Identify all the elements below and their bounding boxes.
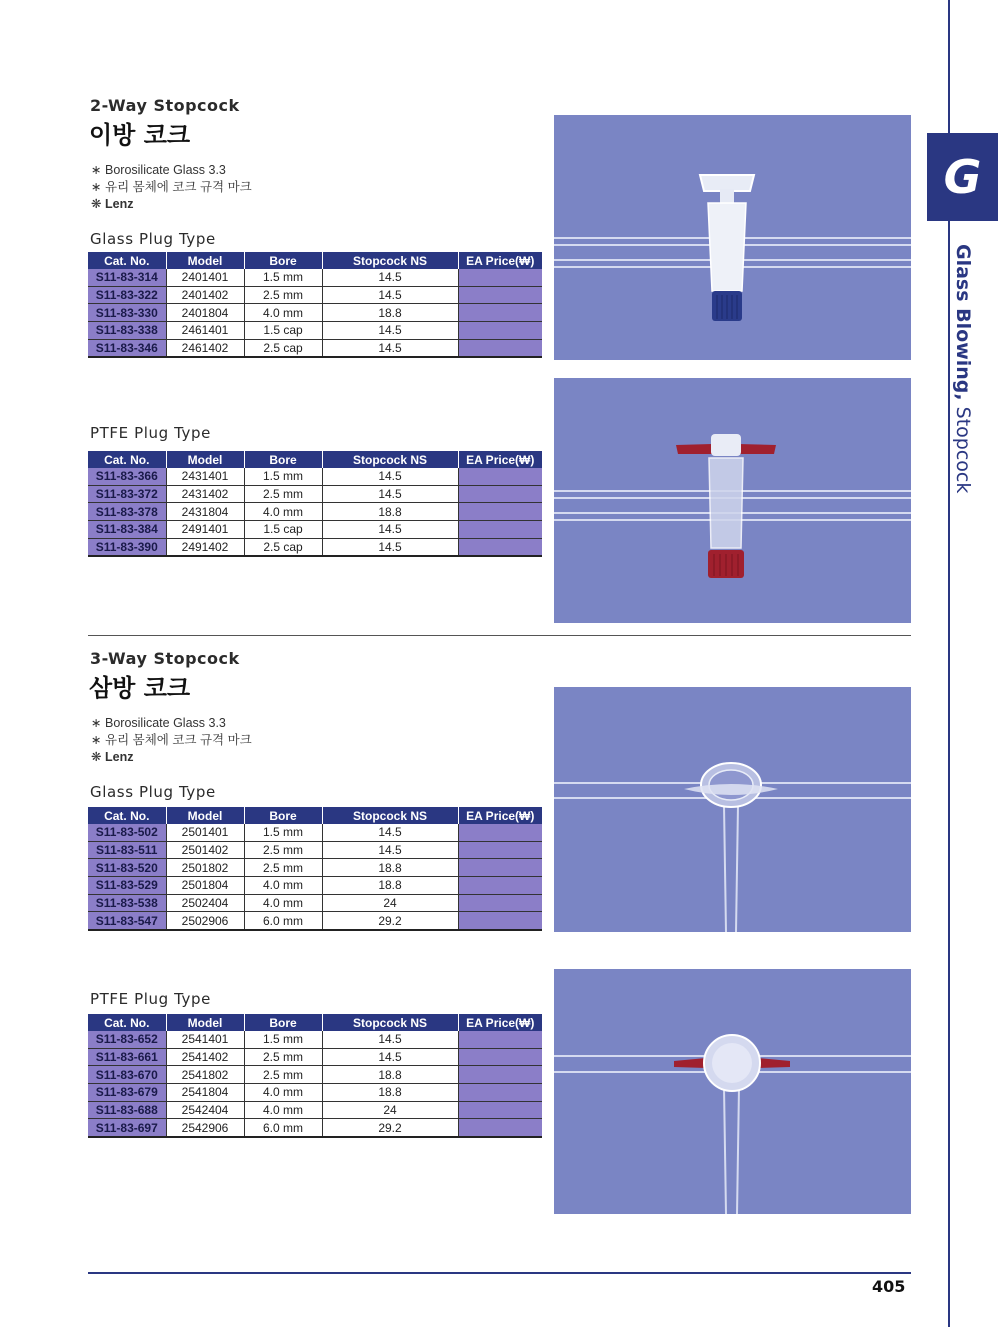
feature-brand-text: Lenz xyxy=(105,197,134,211)
bore-cell: 4.0 mm xyxy=(244,1101,322,1119)
cat-no-cell: S11-83-372 xyxy=(88,485,166,503)
table-row xyxy=(88,286,542,304)
header-ea-price: EA Price(₩) xyxy=(458,252,542,269)
price-cell xyxy=(458,1031,542,1048)
cat-no-cell: S11-83-661 xyxy=(88,1048,166,1066)
model-cell: 2501804 xyxy=(166,877,244,895)
table-header-row xyxy=(88,451,542,468)
bullet-star: ∗ xyxy=(91,716,102,730)
two-way-ptfe-label: PTFE Plug Type xyxy=(90,424,211,442)
bore-cell: 2.5 mm xyxy=(244,1048,322,1066)
table-row xyxy=(88,521,542,539)
price-cell xyxy=(458,339,542,357)
table-row xyxy=(88,1119,542,1137)
stopcock-ns-cell: 24 xyxy=(322,1101,458,1119)
category-label xyxy=(952,244,974,493)
stopcock-3way-ptfe-illustration xyxy=(554,969,911,1214)
price-cell xyxy=(458,1066,542,1084)
two-way-features xyxy=(91,162,252,213)
price-cell xyxy=(458,538,542,556)
model-cell: 2431401 xyxy=(166,468,244,485)
header-ea-price: EA Price(₩) xyxy=(458,807,542,824)
bore-cell: 4.0 mm xyxy=(244,1084,322,1102)
cat-no-cell: S11-83-378 xyxy=(88,503,166,521)
price-cell xyxy=(458,894,542,912)
category-label-rest: Stopcock xyxy=(952,400,974,494)
table-row xyxy=(88,269,542,286)
photo-3way-ptfe-plug xyxy=(554,969,911,1214)
table-row xyxy=(88,485,542,503)
table-header-row xyxy=(88,252,542,269)
bore-cell: 2.5 mm xyxy=(244,859,322,877)
stopcock-ns-cell: 14.5 xyxy=(322,269,458,286)
price-cell xyxy=(458,503,542,521)
model-cell: 2501402 xyxy=(166,841,244,859)
model-cell: 2401804 xyxy=(166,304,244,322)
bore-cell: 4.0 mm xyxy=(244,877,322,895)
table-row xyxy=(88,468,542,485)
three-way-ptfe-table xyxy=(88,1014,542,1138)
stopcock-ns-cell: 18.8 xyxy=(322,859,458,877)
table-row xyxy=(88,1031,542,1048)
price-cell xyxy=(458,1101,542,1119)
model-cell: 2541402 xyxy=(166,1048,244,1066)
cat-no-cell: S11-83-529 xyxy=(88,877,166,895)
bore-cell: 2.5 cap xyxy=(244,339,322,357)
two-way-ptfe-table xyxy=(88,451,542,557)
cat-no-cell: S11-83-670 xyxy=(88,1066,166,1084)
stopcock-ns-cell: 18.8 xyxy=(322,1084,458,1102)
section-tab xyxy=(927,133,998,221)
header-stopcock-ns: Stopcock NS xyxy=(322,807,458,824)
stopcock-ns-cell: 18.8 xyxy=(322,1066,458,1084)
stopcock-3way-glass-illustration xyxy=(554,687,911,932)
stopcock-ns-cell: 14.5 xyxy=(322,824,458,841)
brand-bullet-icon: ❋ xyxy=(91,197,102,211)
model-cell: 2541802 xyxy=(166,1066,244,1084)
price-cell xyxy=(458,286,542,304)
model-cell: 2542404 xyxy=(166,1101,244,1119)
stopcock-2way-ptfe-illustration xyxy=(554,378,911,623)
three-way-glass-label: Glass Plug Type xyxy=(90,783,216,801)
stopcock-ns-cell: 14.5 xyxy=(322,538,458,556)
stopcock-ns-cell: 29.2 xyxy=(322,912,458,930)
category-label-bold: Glass Blowing, xyxy=(952,244,974,401)
model-cell: 2541804 xyxy=(166,1084,244,1102)
bore-cell: 1.5 mm xyxy=(244,824,322,841)
table-row xyxy=(88,1084,542,1102)
model-cell: 2502906 xyxy=(166,912,244,930)
price-cell xyxy=(458,1084,542,1102)
stopcock-ns-cell: 18.8 xyxy=(322,304,458,322)
feature-glass xyxy=(91,162,252,179)
header-model: Model xyxy=(166,807,244,824)
header-cat-no: Cat. No. xyxy=(88,1014,166,1031)
cat-no-cell: S11-83-547 xyxy=(88,912,166,930)
table-row xyxy=(88,1048,542,1066)
photo-2way-glass-plug xyxy=(554,115,911,360)
price-cell xyxy=(458,1048,542,1066)
price-cell xyxy=(458,824,542,841)
table-header-row xyxy=(88,807,542,824)
model-cell: 2542906 xyxy=(166,1119,244,1137)
feature-brand xyxy=(91,196,252,213)
cat-no-cell: S11-83-346 xyxy=(88,339,166,357)
feature-brand-text: Lenz xyxy=(105,750,134,764)
model-cell: 2541401 xyxy=(166,1031,244,1048)
cat-no-cell: S11-83-322 xyxy=(88,286,166,304)
stopcock-ns-cell: 14.5 xyxy=(322,485,458,503)
table-row xyxy=(88,859,542,877)
cat-no-cell: S11-83-652 xyxy=(88,1031,166,1048)
header-stopcock-ns: Stopcock NS xyxy=(322,451,458,468)
section-divider xyxy=(88,635,911,636)
bullet-star: ∗ xyxy=(91,733,102,747)
cat-no-cell: S11-83-330 xyxy=(88,304,166,322)
cat-no-cell: S11-83-366 xyxy=(88,468,166,485)
table-row xyxy=(88,824,542,841)
feature-brand xyxy=(91,749,252,766)
table-row xyxy=(88,339,542,357)
cat-no-cell: S11-83-502 xyxy=(88,824,166,841)
cat-no-cell: S11-83-688 xyxy=(88,1101,166,1119)
stopcock-ns-cell: 14.5 xyxy=(322,322,458,340)
two-way-glass-table xyxy=(88,252,542,358)
stopcock-ns-cell: 18.8 xyxy=(322,877,458,895)
model-cell: 2502404 xyxy=(166,894,244,912)
price-cell xyxy=(458,304,542,322)
bore-cell: 1.5 cap xyxy=(244,521,322,539)
table-row xyxy=(88,912,542,930)
model-cell: 2461402 xyxy=(166,339,244,357)
three-way-features xyxy=(91,715,252,766)
stopcock-ns-cell: 14.5 xyxy=(322,521,458,539)
header-model: Model xyxy=(166,252,244,269)
header-bore: Bore xyxy=(244,1014,322,1031)
two-way-glass-label: Glass Plug Type xyxy=(90,230,216,248)
bore-cell: 4.0 mm xyxy=(244,304,322,322)
header-ea-price: EA Price(₩) xyxy=(458,1014,542,1031)
stopcock-ns-cell: 18.8 xyxy=(322,503,458,521)
bore-cell: 1.5 cap xyxy=(244,322,322,340)
footer-rule xyxy=(88,1272,911,1274)
feature-mark-text: 유리 몸체에 코크 규격 마크 xyxy=(105,180,252,194)
cat-no-cell: S11-83-520 xyxy=(88,859,166,877)
three-way-title-ko: 삼방 코크 xyxy=(89,674,191,702)
bore-cell: 1.5 mm xyxy=(244,269,322,286)
stopcock-ns-cell: 14.5 xyxy=(322,1048,458,1066)
header-cat-no: Cat. No. xyxy=(88,252,166,269)
model-cell: 2401401 xyxy=(166,269,244,286)
cat-no-cell: S11-83-384 xyxy=(88,521,166,539)
cat-no-cell: S11-83-390 xyxy=(88,538,166,556)
feature-mark xyxy=(91,179,252,196)
model-cell: 2401402 xyxy=(166,286,244,304)
header-stopcock-ns: Stopcock NS xyxy=(322,252,458,269)
bullet-star: ∗ xyxy=(91,163,102,177)
table-row xyxy=(88,877,542,895)
brand-bullet-icon: ❋ xyxy=(91,750,102,764)
page-number: 405 xyxy=(872,1277,906,1296)
cat-no-cell: S11-83-679 xyxy=(88,1084,166,1102)
price-cell xyxy=(458,269,542,286)
model-cell: 2431402 xyxy=(166,485,244,503)
stopcock-ns-cell: 14.5 xyxy=(322,841,458,859)
bore-cell: 6.0 mm xyxy=(244,1119,322,1137)
bore-cell: 2.5 mm xyxy=(244,841,322,859)
cat-no-cell: S11-83-511 xyxy=(88,841,166,859)
price-cell xyxy=(458,859,542,877)
header-bore: Bore xyxy=(244,451,322,468)
model-cell: 2501401 xyxy=(166,824,244,841)
price-cell xyxy=(458,1119,542,1137)
stopcock-ns-cell: 14.5 xyxy=(322,1031,458,1048)
bore-cell: 2.5 mm xyxy=(244,286,322,304)
price-cell xyxy=(458,841,542,859)
price-cell xyxy=(458,521,542,539)
stopcock-ns-cell: 14.5 xyxy=(322,286,458,304)
stopcock-ns-cell: 29.2 xyxy=(322,1119,458,1137)
bore-cell: 4.0 mm xyxy=(244,503,322,521)
table-row xyxy=(88,322,542,340)
three-way-glass-table xyxy=(88,807,542,931)
feature-glass-text: Borosilicate Glass 3.3 xyxy=(105,163,226,177)
feature-mark-text: 유리 몸체에 코크 규격 마크 xyxy=(105,733,252,747)
table-header-row xyxy=(88,1014,542,1031)
cat-no-cell: S11-83-314 xyxy=(88,269,166,286)
three-way-title-en: 3-Way Stopcock xyxy=(90,649,240,668)
cat-no-cell: S11-83-697 xyxy=(88,1119,166,1137)
bore-cell: 2.5 cap xyxy=(244,538,322,556)
photo-2way-ptfe-plug xyxy=(554,378,911,623)
model-cell: 2431804 xyxy=(166,503,244,521)
header-model: Model xyxy=(166,451,244,468)
bore-cell: 1.5 mm xyxy=(244,1031,322,1048)
table-row xyxy=(88,538,542,556)
model-cell: 2491402 xyxy=(166,538,244,556)
header-ea-price: EA Price(₩) xyxy=(458,451,542,468)
price-cell xyxy=(458,468,542,485)
price-cell xyxy=(458,322,542,340)
cat-no-cell: S11-83-538 xyxy=(88,894,166,912)
table-row xyxy=(88,1066,542,1084)
price-cell xyxy=(458,912,542,930)
stopcock-ns-cell: 14.5 xyxy=(322,339,458,357)
price-cell xyxy=(458,877,542,895)
feature-glass-text: Borosilicate Glass 3.3 xyxy=(105,716,226,730)
bore-cell: 4.0 mm xyxy=(244,894,322,912)
feature-mark xyxy=(91,732,252,749)
table-row xyxy=(88,894,542,912)
stopcock-ns-cell: 24 xyxy=(322,894,458,912)
bore-cell: 6.0 mm xyxy=(244,912,322,930)
header-bore: Bore xyxy=(244,252,322,269)
bore-cell: 2.5 mm xyxy=(244,1066,322,1084)
bore-cell: 1.5 mm xyxy=(244,468,322,485)
model-cell: 2491401 xyxy=(166,521,244,539)
header-model: Model xyxy=(166,1014,244,1031)
table-row xyxy=(88,1101,542,1119)
model-cell: 2461401 xyxy=(166,322,244,340)
header-cat-no: Cat. No. xyxy=(88,451,166,468)
cat-no-cell: S11-83-338 xyxy=(88,322,166,340)
price-cell xyxy=(458,485,542,503)
table-row xyxy=(88,304,542,322)
bullet-star: ∗ xyxy=(91,180,102,194)
feature-glass xyxy=(91,715,252,732)
stopcock-ns-cell: 14.5 xyxy=(322,468,458,485)
stopcock-2way-glass-illustration xyxy=(554,115,911,360)
header-bore: Bore xyxy=(244,807,322,824)
model-cell: 2501802 xyxy=(166,859,244,877)
three-way-ptfe-label: PTFE Plug Type xyxy=(90,990,211,1008)
two-way-title-ko: 이방 코크 xyxy=(89,121,191,149)
table-row xyxy=(88,503,542,521)
two-way-title-en: 2-Way Stopcock xyxy=(90,96,240,115)
header-stopcock-ns: Stopcock NS xyxy=(322,1014,458,1031)
section-tab-letter: G xyxy=(943,150,982,204)
header-cat-no: Cat. No. xyxy=(88,807,166,824)
bore-cell: 2.5 mm xyxy=(244,485,322,503)
photo-3way-glass-plug xyxy=(554,687,911,932)
table-row xyxy=(88,841,542,859)
